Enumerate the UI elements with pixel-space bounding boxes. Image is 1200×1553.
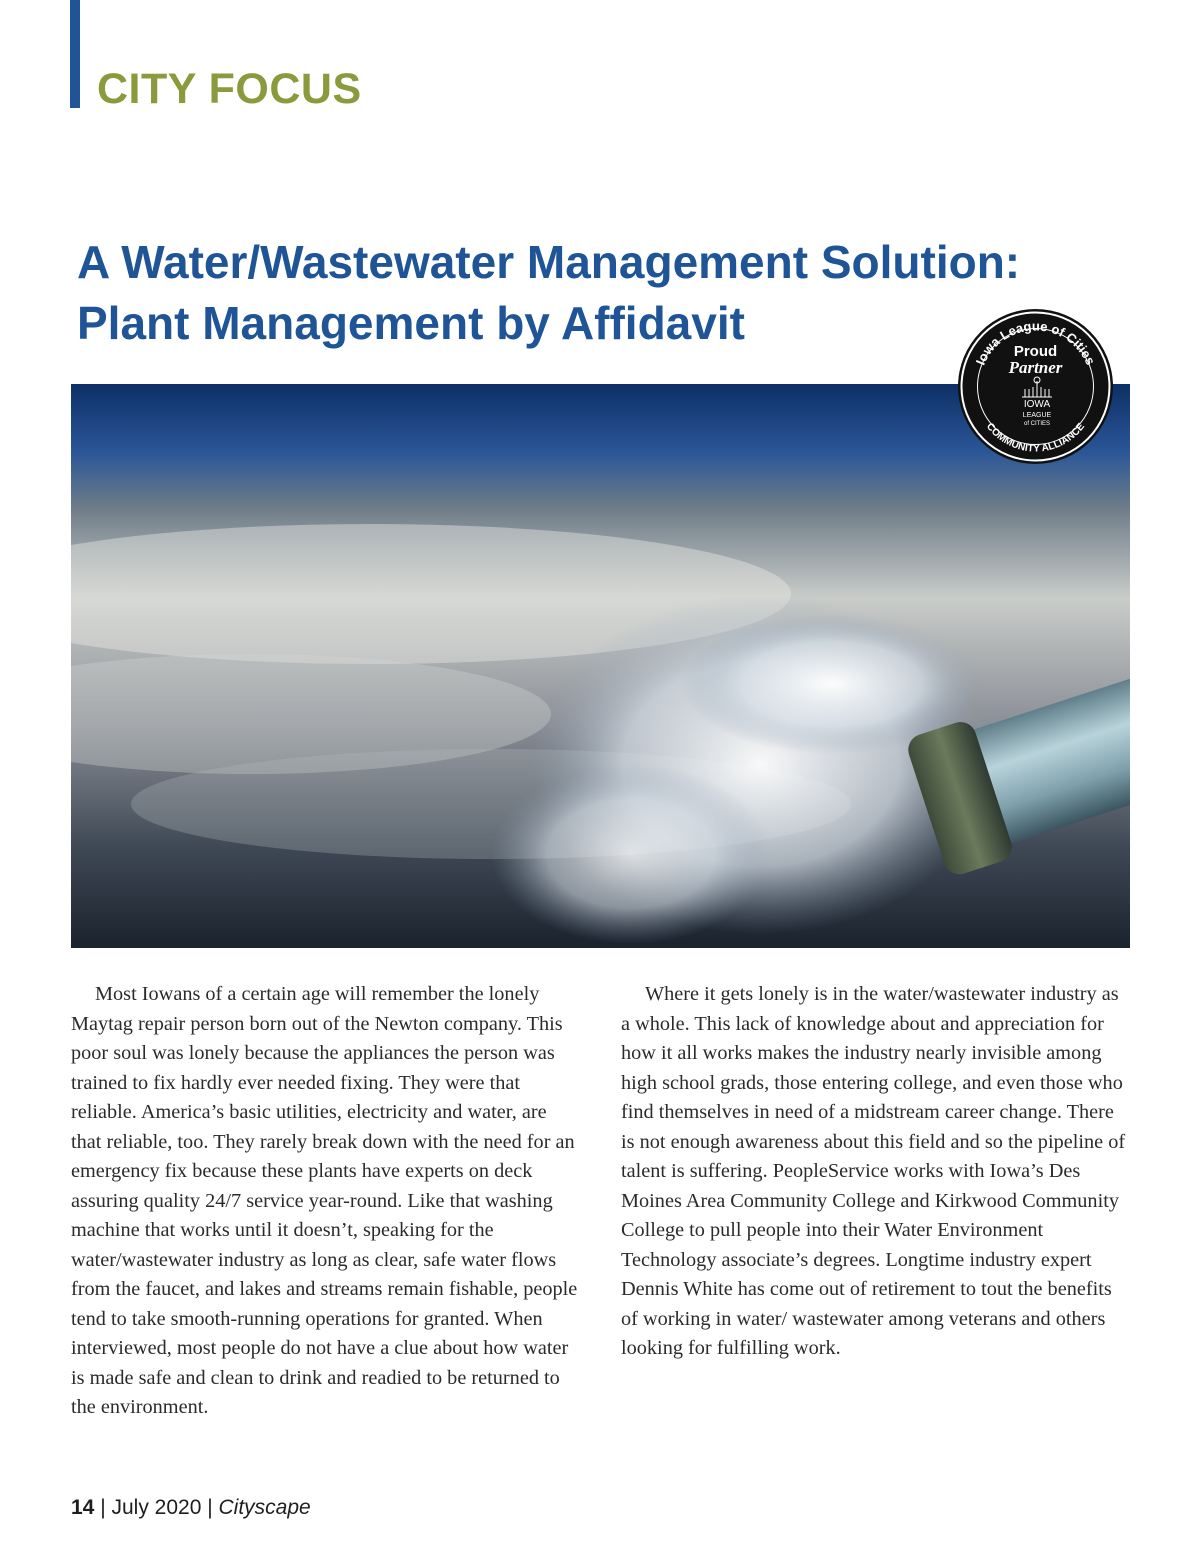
badge-arc-bottom: COMMUNITY ALLIANCE — [983, 421, 1088, 455]
page-number: 14 — [71, 1496, 95, 1519]
article-column-left — [71, 980, 581, 1423]
hero-photo — [71, 384, 1130, 948]
issue-date: July 2020 — [111, 1496, 202, 1519]
footer-separator-1: | — [94, 1496, 112, 1519]
magazine-name: Cityscape — [218, 1496, 311, 1519]
proud-partner-badge — [958, 309, 1113, 464]
article-paragraph-right: Where it gets lonely is in the water/wastewater industry as a whole. This lack of knowledge about and appreciation for how it all works makes the industry nearly invisible among high school grads, those entering college, and even those who find themselves in need of a midstream career change. There is not enough awareness about this field and so the pipeline of talent is suffering. PeopleService works with Iowa’s Des Moines Area Community College and Kirkwood Community College to pull people into their Water Environment Technology associate’s degrees. Longtime industry expert Dennis White has come out of retirement to tout the benefits of working in water/ wastewater among veterans and others looking for fulfilling work. — [621, 983, 1126, 1359]
article-title-line-2: Plant Management by Affidavit — [77, 297, 745, 349]
badge-arc-top: Iowa League of Cities — [972, 318, 1099, 368]
badge-logo-line-1: IOWA — [1023, 399, 1051, 410]
article-title-line-1: A Water/Wastewater Management Solution: — [77, 236, 1021, 288]
section-accent-bar — [70, 0, 80, 108]
article-paragraph-left: Most Iowans of a certain age will remember the lonely Maytag repair person born out of the Newton company. This poor soul was lonely because the appliances the person was trained to fix hardly ever needed fixing. They were that reliable. America’s basic utilities, electricity and water, are that reliable, too. They rarely break down with the need for an emergency fix because these plants have experts on deck assuring quality 24/7 service year-round. Like that washing machine that works until it doesn’t, speaking for the water/wastewater industry as long as clear, safe water flows from the faucet, and lakes and streams remain fishable, people tend to take smooth-running operations for granted. When interviewed, most people do not have a clue about how water is made safe and clean to drink and readied to be returned to the environment. — [71, 983, 578, 1418]
section-label-bold: CITY — [97, 65, 197, 113]
badge-logo-line-3: of CITIES — [1023, 421, 1051, 427]
badge-logo-line-2: LEAGUE — [1022, 412, 1052, 419]
badge-proud: Proud — [1013, 343, 1058, 360]
footer-separator-2: | — [201, 1496, 219, 1519]
badge-partner: Partner — [1008, 358, 1063, 377]
section-label — [97, 65, 362, 113]
section-label-rest: FOCUS — [208, 65, 362, 113]
article-column-right — [621, 980, 1131, 1364]
page-footer — [71, 1496, 311, 1520]
